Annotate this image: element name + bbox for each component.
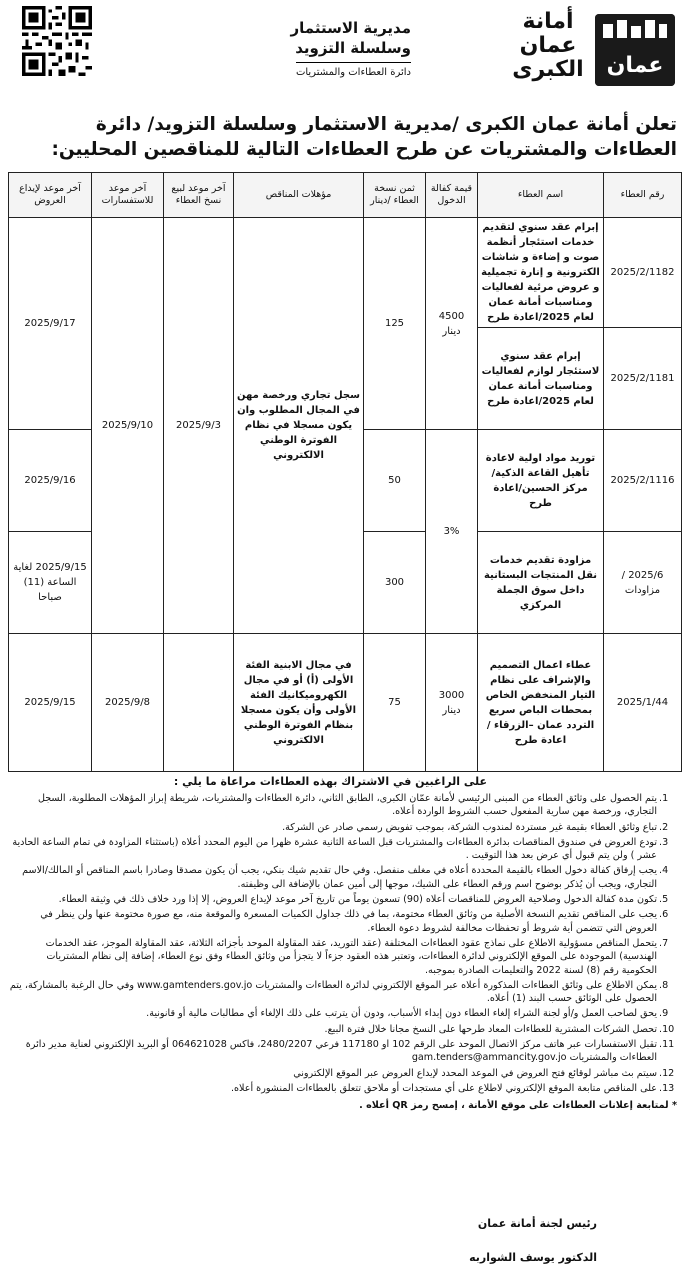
list-item: 12. سيتم بث مباشر لوقائع فتح العروض في الموعد المحدد لإيداع العروض عبر الموقع الإلكتروني xyxy=(293,1067,675,1079)
logo-mark-icon xyxy=(595,14,675,86)
amman-logo xyxy=(507,10,675,86)
list-item: 13. على المناقص متابعة الموقع الإلكتروني لاطلاع على أي مستجدات أو ملاحق تتعلق بالعطاءات المنشورة أعلاه. xyxy=(230,1082,675,1094)
list-item: 3. تودع العروض في صندوق المناقصات بدائرة العطاءات والمشتريات قبل الساعة الثانية عشرة ظهرا من اليوم المحدد أعلاه (باستثناء المزاودة في تمام الساعة الحادية عشر ) ولن يتم قبول أي عرض بعد هذا التوقيت . xyxy=(12,836,669,862)
tender-no: 2025/1/44 xyxy=(604,634,682,772)
tender-name: توريد مواد اولية لاعادة تأهيل القاعة الذكية/مركز الحسين/اعادة طرح xyxy=(478,430,604,532)
list-item: 5. تكون مدة كفالة الدخول وصلاحية العروض للمناقصات أعلاه (90) تسعون يوماً من تاريخ آخر موعد لإيداع العروض، إلا إذا ورد خلاف ذلك في وثيقة العطاء. xyxy=(58,894,669,906)
col-inquiry-deadline: آخر موعد للاستفسارات xyxy=(92,173,164,218)
table-header-row xyxy=(9,173,682,218)
list-item: 4. يجب إرفاق كفالة دخول العطاء بالقيمة المحددة أعلاه في مغلف منفصل. وفي حال تقديم شيك بنكي، يجب أن يكون مصدقا وصادرا باسم المناقص أو المالك/الاسم التجاري، ويجب أن يُذكر بوضوح اسم ورقم العطاء على الشيك، موجها إلى أمين عمان بالإضافة الى وظيفته. xyxy=(22,865,669,890)
tender-name: عطاء اعمال التصميم والإشراف على نظام التيار المنخفض الخاص بمحطات الباص سريع التردد عمان –الزرقاء / اعادة طرح xyxy=(478,634,604,772)
tenders-table xyxy=(8,172,682,772)
qualifications: سجل تجاري ورخصة مهن في المجال المطلوب وان يكون مسجلا في نظام الفوترة الوطني الالكتروني xyxy=(234,218,364,634)
guarantee-value: 4500 دينار xyxy=(426,218,478,430)
tender-no: 2025/6 /مزاودات xyxy=(604,532,682,634)
terms-list xyxy=(9,792,677,1095)
inquiry-deadline: 2025/9/8 xyxy=(92,634,164,772)
list-item: 9. يحق لصاحب العمل و/أو لجنة الشراء إلغاء العطاء دون إبداء الأسباب، ودون أن يترتب على ذلك الإلغاء أي مطالبات مالية أو قانونية. xyxy=(146,1008,669,1020)
dept-line2: وسلسلة التزويد xyxy=(295,39,411,57)
signature-title: رئيس لجنة أمانة عمان xyxy=(477,1217,597,1230)
list-item: 6. يجب على المناقص تقديم النسخة الأصلية من وثائق العطاء مختومة، بما في ذلك جداول الكميات المسعرة والموقعة منه، مع صورة مختومة عنها ولن ينظر في العروض التي تتضمن أية شروط أو تحفظات مخالفة لشروط دعوة العطاء. xyxy=(40,909,669,934)
sale-deadline xyxy=(164,634,234,772)
guarantee-value: 3000 دينار xyxy=(426,634,478,772)
department-block xyxy=(241,18,411,81)
logo-word: عمان xyxy=(606,53,664,78)
col-tender-no: رقم العطاء xyxy=(604,173,682,218)
dept-line3: دائرة العطاءات والمشتريات xyxy=(296,62,411,81)
col-tender-name: اسم العطاء xyxy=(478,173,604,218)
copy-price: 125 xyxy=(364,218,426,430)
terms-heading: على الراغبين في الاشتراك بهذه العطاءات مراعاة ما يلي : xyxy=(173,775,487,788)
list-item: 8. يمكن الاطلاع على وثائق العطاءات المذكورة أعلاه عبر الموقع الإلكتروني لدائرة العطاءات والمشتريات www.gamtenders.gov.jo وفي حال الرغبة بالمشاركة، يتم الحصول على الوثائق حسب البند (1) أعلاه. xyxy=(9,979,669,1005)
table-row xyxy=(9,634,682,772)
deposit-deadline: 2025/9/15 xyxy=(9,634,92,772)
qr-code-icon[interactable] xyxy=(22,6,92,76)
announcement-intro: تعلن أمانة عمان الكبرى /مديرية الاستثمار وسلسلة التزويد/ دائرة العطاءات والمشتريات عن طرح العطاءات التالية للمناقصين المحليين: xyxy=(51,114,677,160)
list-item: 10. تحصل الشركات المشترية للعطاءات المعاد طرحها على النسخ مجانا خلال فترة البيع. xyxy=(324,1023,675,1035)
guarantee-value: 3% xyxy=(426,430,478,634)
dept-line1: مديرية الاستثمار xyxy=(290,19,411,37)
list-item: 7. يتحمل المناقص مسؤولية الاطلاع على نماذج عقود العطاءات المختلفة (عقد التوريد، عقد المقاولة الموحد بأجزائه الثلاثة، عقد المقاولة الموجز، عقد الخدمات الهندسية) الموجودة على الموقع الإلكتروني لدائرة العطاءات، وتعتبر هذه العقود جزءاً لا يتجزأ من وثائق العطاء وفق نوع العطاء، إضافة إلى نظام المشتريات الحكومية رقم (8) لسنة 2022 والتعليمات الصادرة بموجبه. xyxy=(45,937,669,976)
table-row xyxy=(9,218,682,328)
tender-no: 2025/2/1182 xyxy=(604,218,682,328)
terms-section xyxy=(9,774,677,1113)
sale-deadline: 2025/9/3 xyxy=(164,218,234,634)
col-qualifications: مؤهلات المناقص xyxy=(234,173,364,218)
list-item: 1. يتم الحصول على وثائق العطاء من المبنى الرئيسي لأمانة عمّان الكبرى، الطابق الثاني، دائرة العطاءات والمشتريات، شريطة إبراز المؤهلات المطلوبة، السجل التجاري، ورخصة مهن سارية المفعول حسب الشروط الواردة أعلاه. xyxy=(37,793,669,818)
inquiry-deadline: 2025/9/10 xyxy=(92,218,164,634)
copy-price: 300 xyxy=(364,532,426,634)
col-deposit-deadline: آخر موعد لإيداع العروض xyxy=(9,173,92,218)
tender-name: إبرام عقد سنوي لتقديم خدمات استئجار أنظمة صوت و إضاءة و شاشات الكترونية و إنارة تجميلية و عروض مرئية لفعاليات ومناسبات أمانة عمان لعام 2025/اعادة طرح xyxy=(478,218,604,328)
tender-no: 2025/2/1181 xyxy=(604,328,682,430)
col-guarantee: قيمة كفالة الدخول xyxy=(426,173,478,218)
signature-block xyxy=(397,1216,597,1266)
tender-name: مزاودة تقديم خدمات نقل المنتجات البستانية داخل سوق الجملة المركزي xyxy=(478,532,604,634)
list-item: 11. تقبل الاستفسارات عبر هاتف مركز الاتصال الموحد على الرقم 102 او 117180 فرعي 2480/2207، فاكس 064621028 أو البريد الإلكتروني لعناية مدير دائرة العطاءات والمشتريات gam.tenders@ammancity.gov.jo xyxy=(25,1039,675,1064)
qualifications: في مجال الابنية الفئة الأولى (أ) أو في مجال الكهروميكانيك الفئة الأولى وأن يكون مسجلا بنظام الفوترة الوطني الالكتروني xyxy=(234,634,364,772)
deposit-deadline: 2025/9/17 xyxy=(9,218,92,430)
col-sale-deadline: آخر موعد لبيع نسخ العطاء xyxy=(164,173,234,218)
tender-no: 2025/2/1116 xyxy=(604,430,682,532)
col-copy-price: ثمن نسخة العطاء /دينار xyxy=(364,173,426,218)
signature-name: الدكتور يوسف الشواربه xyxy=(469,1251,597,1264)
deposit-deadline: 2025/9/16 xyxy=(9,430,92,532)
copy-price: 50 xyxy=(364,430,426,532)
qr-note: * لمتابعة إعلانات العطاءات على موقع الأمانة ، إمسح رمز QR أعلاه . xyxy=(359,1100,677,1112)
list-item: 2. تباع وثائق العطاء بقيمة غير مستردة لمندوب الشركة، بموجب تفويض رسمي صادر عن الشركة. xyxy=(282,821,669,833)
tender-name: إبرام عقد سنوي لاستئجار لوازم لفعاليات ومناسبات أمانة عمان لعام 2025/اعادة طرح xyxy=(478,328,604,430)
deposit-deadline: 2025/9/15 لغاية الساعة (11) صباحا xyxy=(9,532,92,634)
header xyxy=(6,6,681,90)
logo-name: أمانة عمان الكبرى xyxy=(512,9,584,82)
copy-price: 75 xyxy=(364,634,426,772)
